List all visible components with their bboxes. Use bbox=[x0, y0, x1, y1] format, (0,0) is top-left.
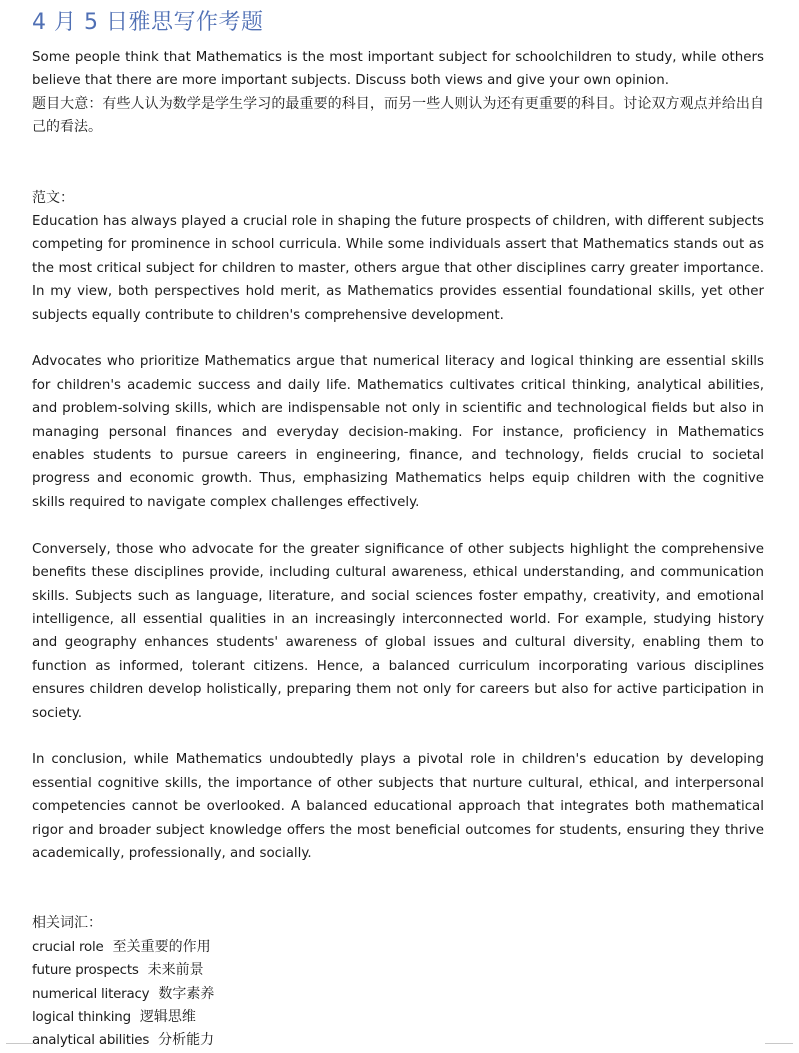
vocabulary-label: 相关词汇： bbox=[32, 915, 102, 932]
vocabulary-term: logical thinking bbox=[32, 1009, 131, 1025]
vocabulary-term: analytical abilities bbox=[32, 1033, 150, 1049]
vocabulary-term: future prospects bbox=[32, 963, 139, 979]
essay-label: 范文： bbox=[32, 189, 74, 206]
essay-paragraph-1: Education has always played a crucial role in shaping the future prospects of children, with different subjects competing for prominence in school curricula. While some individuals assert that Mathematics stands out as the most critical subject for children to master, others argue that other disciplines carry greater importance. In my view, both perspectives hold merit, as Mathematics provides essential foundational skills, yet other subjects equally contribute to children's comprehensive development. bbox=[32, 214, 764, 323]
vocabulary-item bbox=[32, 1029, 764, 1052]
vocabulary-term: crucial role bbox=[32, 939, 104, 955]
vocabulary-translation: 分析能力 bbox=[158, 1032, 215, 1049]
vocabulary-item bbox=[32, 936, 764, 959]
page-title: 4 月 5 日雅思写作考题 bbox=[32, 10, 264, 35]
vocabulary-translation: 逻辑思维 bbox=[139, 1008, 196, 1025]
vocabulary-translation: 至关重要的作用 bbox=[112, 938, 211, 955]
vocabulary-translation: 数字素养 bbox=[158, 985, 215, 1002]
vocabulary-item bbox=[32, 959, 764, 982]
prompt-english: Some people think that Mathematics is the most important subject for schoolchildren to study, while others believe that there are more important subjects. Discuss both views and give your own opinion. bbox=[32, 50, 764, 89]
vocabulary-translation: 未来前景 bbox=[147, 962, 204, 979]
vocabulary-item bbox=[32, 983, 764, 1006]
vocabulary-item bbox=[32, 1006, 764, 1029]
vocabulary-term: numerical literacy bbox=[32, 986, 150, 1002]
essay-paragraph-2: Advocates who prioritize Mathematics argue that numerical literacy and logical thinking are essential skills for children's academic success and daily life. Mathematics cultivates critical thinking, analytical abilities, and problem-solving skills, which are indispensable not only in scientific and technological fields but also in managing personal finances and everyday decision-making. For instance, proficiency in Mathematics enables students to pursue careers in engineering, finance, and technology, fields crucial to societal progress and economic growth. Thus, emphasizing Mathematics helps equip children with the cognitive skills required to navigate complex challenges effectively. bbox=[32, 354, 764, 510]
vocabulary-list bbox=[32, 936, 764, 1053]
essay-paragraph-4: In conclusion, while Mathematics undoubtedly plays a pivotal role in children's education by developing essential cognitive skills, the importance of other subjects that nurture cultural, ethical, and interpersonal competencies cannot be overlooked. A balanced educational approach that integrates both mathematical rigor and broader subject knowledge offers the most beneficial outcomes for students, ensuring they thrive academically, professionally, and socially. bbox=[32, 752, 764, 861]
document-page bbox=[32, 0, 764, 1053]
page-corner-mark-left bbox=[6, 1043, 34, 1044]
page-corner-mark-right bbox=[765, 1043, 793, 1044]
prompt-chinese: 题目大意：有些人认为数学是学生学习的最重要的科目，而另一些人则认为还有更重要的科目。讨论双方观点并给出自己的看法。 bbox=[32, 95, 764, 136]
essay-paragraph-3: Conversely, those who advocate for the greater significance of other subjects highlight the comprehensive benefits these disciplines provide, including cultural awareness, ethical understanding, and communication skills. Subjects such as language, literature, and social sciences foster empathy, creativity, and emotional intelligence, all essential qualities in an increasingly interconnected world. For example, studying history and geography enhances students' awareness of global issues and cultural diversity, enabling them to function as informed, tolerant citizens. Hence, a balanced curriculum incorporating various disciplines ensures children develop holistically, preparing them not only for careers but also for active participation in society. bbox=[32, 541, 764, 721]
